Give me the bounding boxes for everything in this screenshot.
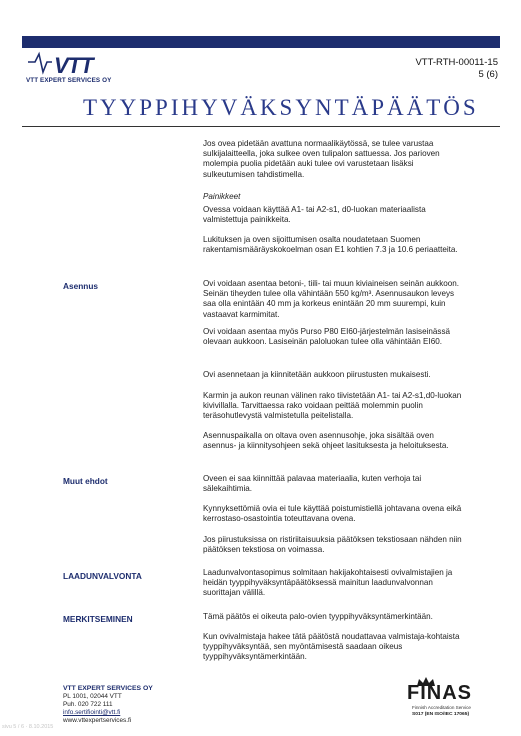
footer-phone: Puh. 020 722 111 xyxy=(63,701,113,708)
paragraph-thresholds: Kynnyksettömiä ovia ei tule käyttää poistumistiellä johtavana ovena eikä kerrostaso-osastointia toteuttavana ovena. xyxy=(203,504,462,524)
paragraph-marking: Tämä päätös ei oikeuta palo-ovien tyyppihyväksyntämerkintään. xyxy=(203,612,433,621)
footer-web: www.vttexpertservices.fi xyxy=(63,717,132,724)
paragraph-door-closer: Jos ovea pidetään avattuna normaalikäytössä, se tulee varustaa sulkijalaitteella, joka sulkee oven tulipalon sattuessa. Jos parioven molempia puolia pidetään auki tulee ovi varustetaan lisäksi sulkeutumisen tahdistimella. xyxy=(203,139,440,179)
paragraph-quality-control: Laadunvalvontasopimus solmitaan hakijakohtaisesti ovivalmistajien ja heidän tyyppihyväksyntäpäätöksessä mainitun laadunvalvonnan suorittajan välillä. xyxy=(203,568,453,598)
paragraph-materials: Oveen ei saa kiinnittää palavaa materiaalia, kuten verhoja tai sälekaihtimia. xyxy=(203,474,422,494)
footer-address: PL 1001, 02044 VTT xyxy=(63,693,122,700)
paragraph-handles: Ovessa voidaan käyttää A1- tai A2-s1, d0-luokan materiaalista valmistettuja painikkeita. xyxy=(203,205,426,225)
svg-text:VTT: VTT xyxy=(54,53,93,78)
finas-accreditation-code: S017 (EN ISO/IEC 17065) xyxy=(412,712,470,717)
page-title: TYYPPIHYVÄKSYNTÄPÄÄTÖS xyxy=(83,95,479,120)
paragraph-drawings: Jos piirustuksissa on ristiriitaisuuksia päätöksen tekstiosaan nähden niin päätöksen tekstiosa on voimassa. xyxy=(203,535,462,555)
finas-subtitle: Finnish Accreditation Service xyxy=(412,705,471,710)
vtt-logo-icon xyxy=(26,50,126,78)
footer-email-link[interactable]: info.sertifiointi@vtt.fi xyxy=(63,709,121,716)
section-label-asennus: Asennus xyxy=(63,281,99,291)
page-number: 5 (6) xyxy=(478,69,498,80)
title-divider xyxy=(22,126,500,127)
document-reference xyxy=(415,57,498,81)
paragraph-mounting: Ovi asennetaan ja kiinnitetään aukkoon piirustusten mukaisesti. xyxy=(203,370,431,379)
footer-contact xyxy=(63,685,153,725)
finas-wordmark: FINAS xyxy=(407,682,472,704)
handles-heading: Painikkeet xyxy=(203,192,241,201)
section-label-laadunvalvonta: LAADUNVALVONTA xyxy=(63,571,142,581)
document-id: VTT-RTH-00011-15 xyxy=(415,57,498,68)
logo-subtitle: VTT EXPERT SERVICES OY xyxy=(26,77,112,84)
footer-company: VTT EXPERT SERVICES OY xyxy=(63,685,153,692)
paragraph-installation-wall: Ovi voidaan asentaa betoni-, tiili- tai muun kiviaineisen seinän aukkoon. Seinän tiheyden tulee olla vähintään 550 kg/m³. Asennusaukon leveys saa olla enintään 40 mm ja korkeus enintään 20 mm suurempi, kuin vastaavat karmimitat. xyxy=(203,279,460,319)
paragraph-gap-sealing: Karmin ja aukon reunan välinen rako tiivistetään A1- tai A2-s1,d0-luokan kivivillalla. Tarvittaessa rako voidaan peittää molemmin puolin teräsohutlevystä valmistetulla peitelistalla. xyxy=(203,391,462,421)
section-label-muut-ehdot: Muut ehdot xyxy=(63,476,108,486)
paragraph-installation-glass: Ovi voidaan asentaa myös Purso P80 EI60-järjestelmän lasiseinässä olevaan aukkoon. Lasiseinän paloluokan tulee olla vähintään EI60. xyxy=(203,327,450,347)
section-label-merkitseminen: MERKITSEMINEN xyxy=(63,614,133,624)
page-stamp: sivu 5 / 6 · 8.10.2015 xyxy=(2,724,54,730)
header-bar xyxy=(22,36,500,48)
paragraph-manufacturer: Kun ovivalmistaja hakee tätä päätöstä noudattavaa valmistaja-kohtaista tyyppihyväksyntää, sen myöntämisestä saadaan oikeus tyyppihyväksyntämerkintään. xyxy=(203,632,460,662)
paragraph-locking: Lukituksen ja oven sijoittumisen osalta noudatetaan Suomen rakentamismääräyskokoelman osan E1 kohtien 7.3 ja 10.6 periaatteita. xyxy=(203,235,458,255)
paragraph-installation-guide: Asennuspaikalla on oltava oven asennusohje, joka sisältää oven asennus- ja kiinnitysohjeen sekä ohjeet lasituksesta ja heloituksesta. xyxy=(203,431,449,451)
